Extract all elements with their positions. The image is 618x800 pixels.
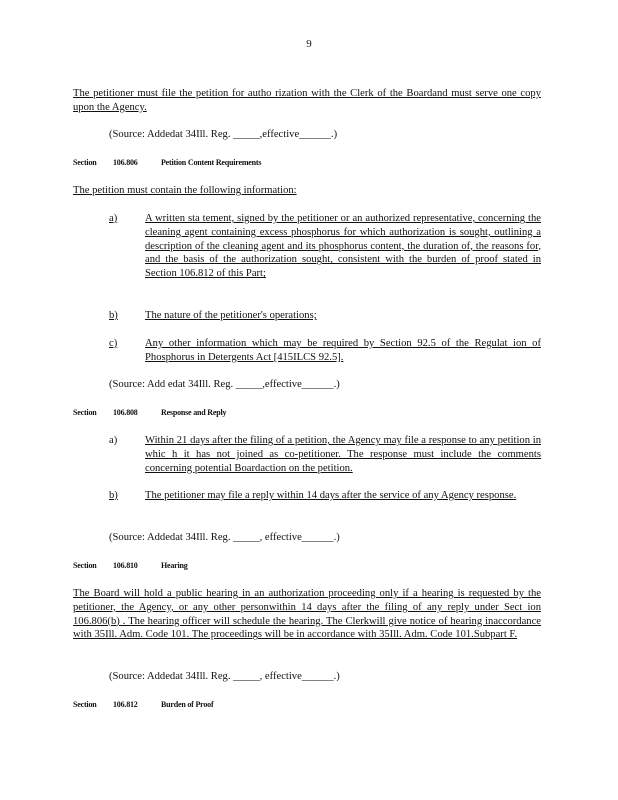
list-item-a-806 — [109, 212, 541, 296]
section-title: Response and Reply — [161, 408, 227, 417]
item-label: a) — [109, 435, 118, 446]
petition-intro: The petition must contain the following information: — [73, 185, 297, 196]
intro-paragraph: The petitioner must file the petition for autho rization with the Clerk of the Boardand must serve one copy upon the Agency. — [73, 88, 541, 113]
section-heading-106-810 — [73, 560, 201, 572]
item-text: The petitioner may file a reply within 14 days after the service of any Agency response. — [145, 490, 517, 501]
item-text: A written sta tement, signed by the petitioner or an authorized representative, concerning the cleaning agent containing excess phosphorus for which authorization is sought, outlining a description of the cleaning agent and its phosphorus content, the duration of, the reasons for, and the basis of the authorization sought, consistent with the burden of proof stated in Section 106.812 of this Part; — [145, 213, 541, 280]
item-text: Any other information which may be required by Section 92.5 of the Regulat ion of Phosphorus in Detergents Act [415ILCS 92.5]. — [145, 338, 541, 363]
source-note-1: (Source: Addedat 34Ill. Reg. _____,effective______.) — [109, 129, 338, 140]
source-note-2: (Source: Add edat 34Ill. Reg. _____,effective______.) — [109, 379, 340, 390]
source-note-4: (Source: Addedat 34Ill. Reg. _____, effective______.) — [109, 671, 340, 682]
page-number: 9 — [306, 38, 312, 50]
item-text: The nature of the petitioner's operations; — [145, 310, 317, 321]
section-label: Section — [73, 561, 97, 570]
section-title: Hearing — [161, 561, 188, 570]
hearing-paragraph: The Board will hold a public hearing in an authorization proceeding only if a hearing is requested by the petitioner, the Agency, or any other personwithin 14 days after the filing of any reply under Sect ion 106.806(b) . The hearing officer will schedule the hearing. The Clerkwill give notice of hearing inaccordance with 35Ill. Adm. Code 101. The proceedings will be in accordance with 35Ill. Adm. Code 101.Subpart F. — [73, 588, 541, 641]
item-label: a) — [109, 213, 118, 224]
item-text: Within 21 days after the filing of a petition, the Agency may file a response to any petition in whic h it has not joined as co-petitioner. The response must include the comments concerning potential Boardaction on the petition. — [145, 435, 541, 474]
section-heading-106-812 — [73, 699, 245, 711]
section-code: 106.808 — [113, 408, 138, 417]
section-label: Section — [73, 408, 97, 417]
section-code: 106.810 — [113, 561, 138, 570]
section-heading-106-806 — [73, 157, 319, 169]
item-label: b) — [109, 490, 118, 501]
item-label: b) — [109, 310, 118, 321]
section-label: Section — [73, 700, 97, 709]
section-title: Petition Content Requirements — [161, 158, 262, 167]
section-title: Burden of Proof — [161, 700, 214, 709]
source-note-3: (Source: Addedat 34Ill. Reg. _____, effective______.) — [109, 532, 340, 543]
section-code: 106.812 — [113, 700, 138, 709]
item-label: c) — [109, 338, 118, 349]
section-code: 106.806 — [113, 158, 138, 167]
section-label: Section — [73, 158, 97, 167]
section-heading-106-808 — [73, 407, 263, 419]
